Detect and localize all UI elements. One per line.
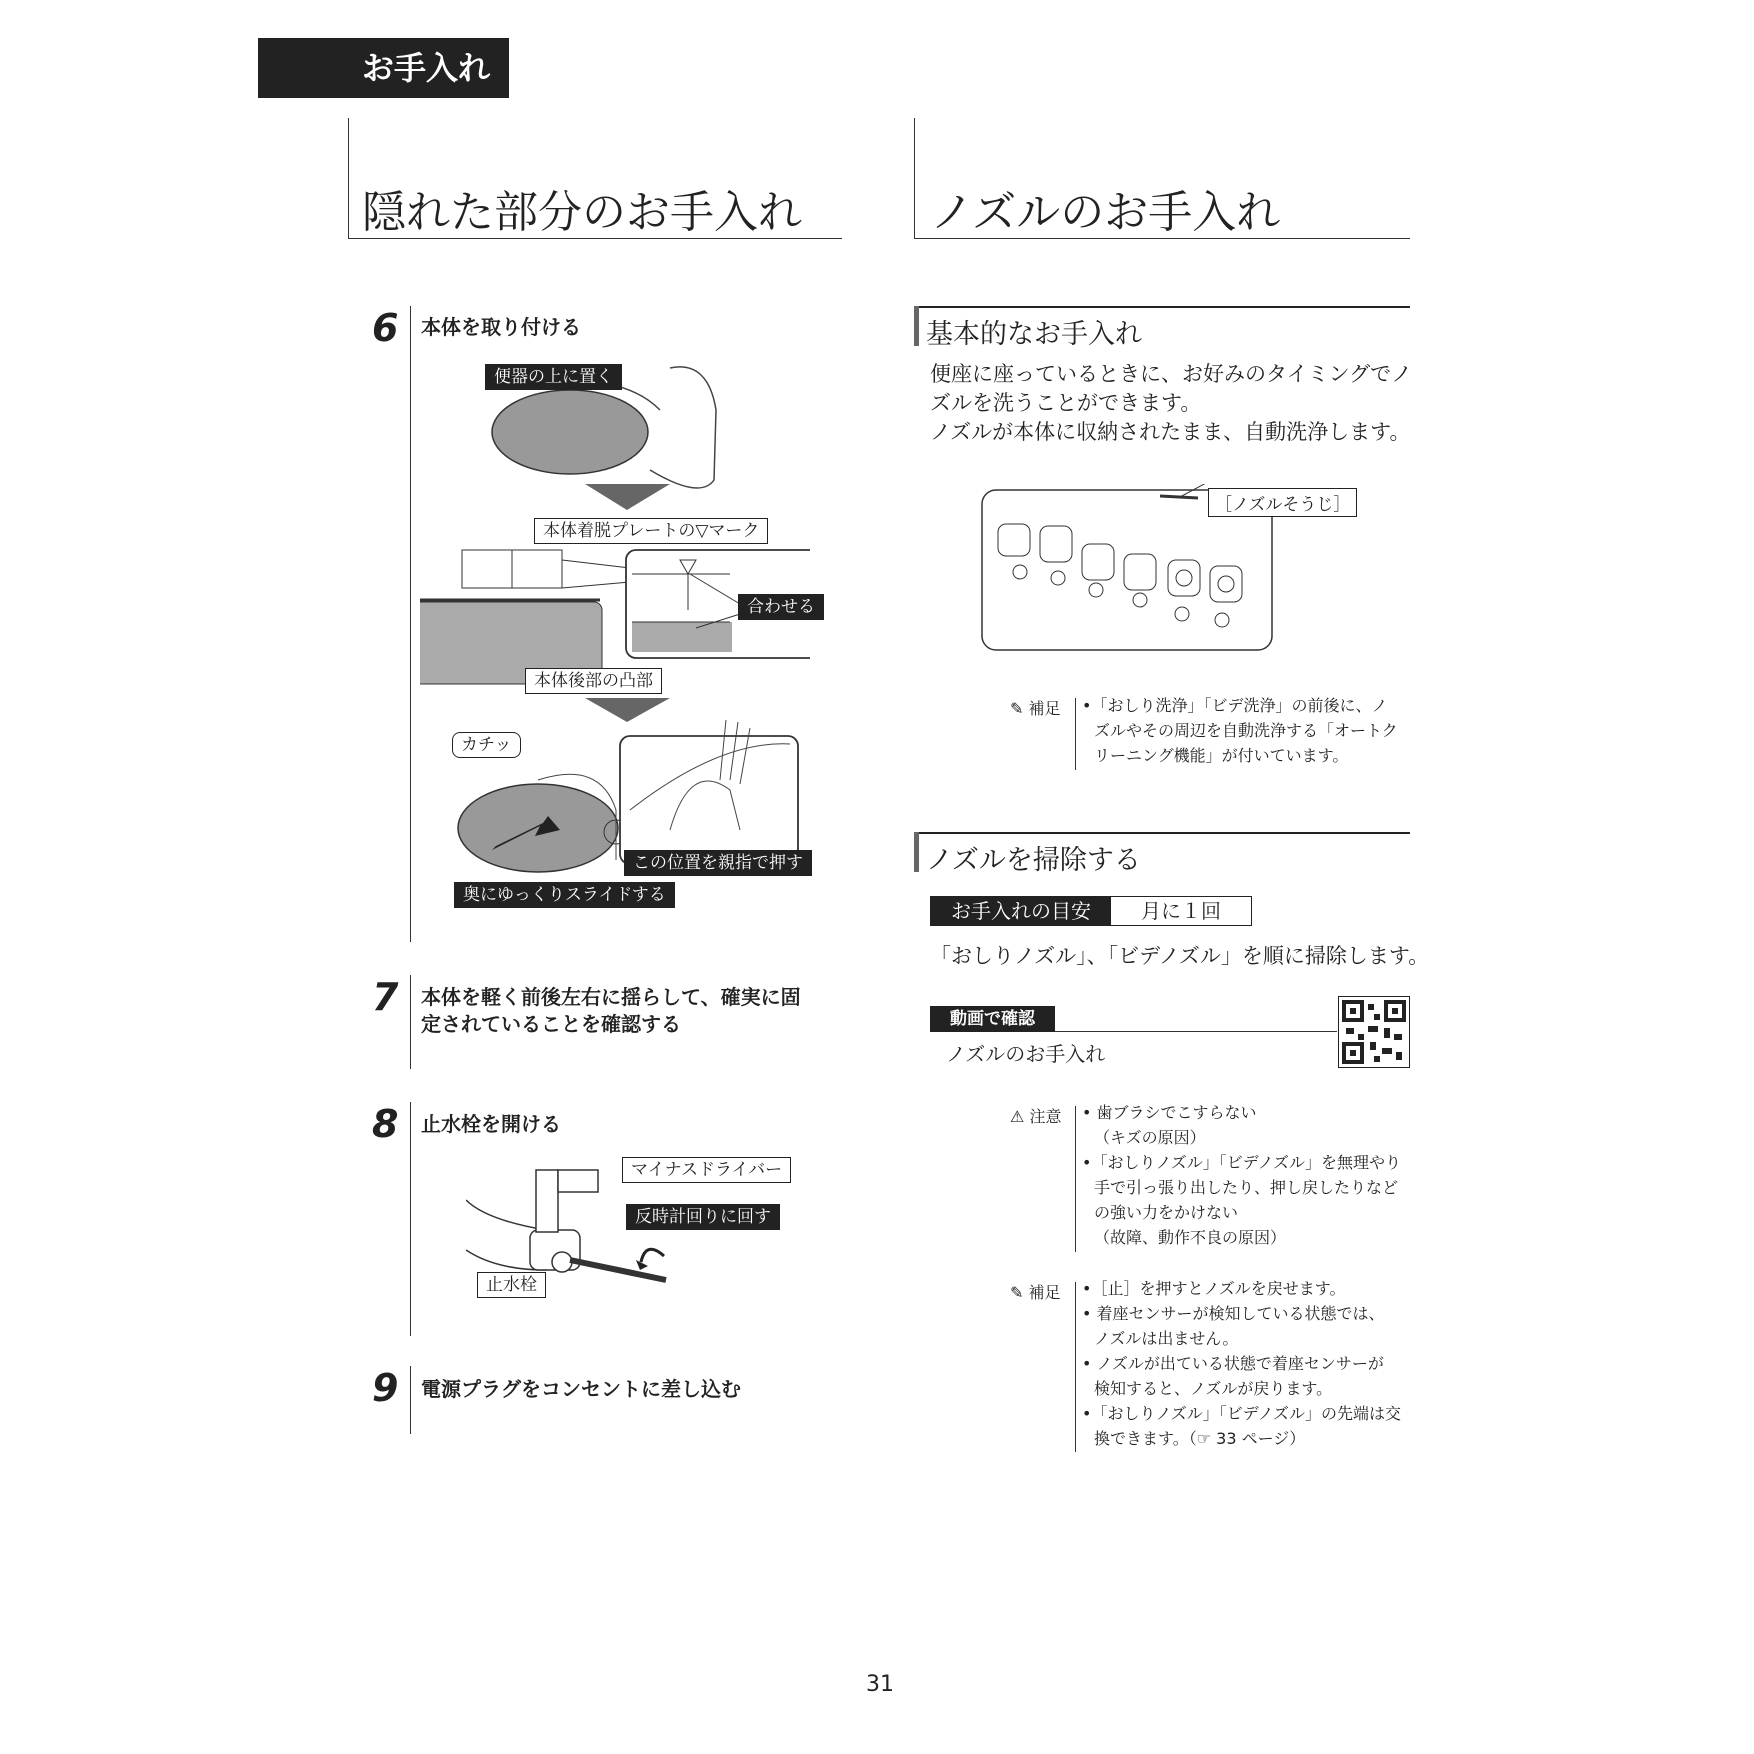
- callout-slide: 奥にゆっくりスライドする: [454, 882, 675, 908]
- body-line: 便座に座っているときに、お好みのタイミングでノ: [930, 362, 1413, 386]
- step6-illustration: [420, 360, 810, 880]
- section-tag: お手入れ: [258, 38, 509, 98]
- page-number: 31: [866, 1672, 894, 1697]
- clean-description: 「おしりノズル」、「ビデノズル」を順に掃除します。: [930, 944, 1430, 968]
- note-line: リーニング機能」が付いています。: [1094, 746, 1349, 765]
- freq-value: 月に１回: [1141, 899, 1221, 923]
- supplement-line: 換できます。（☞ 33 ページ）: [1094, 1429, 1306, 1448]
- caution-label: ⚠ 注意: [1010, 1107, 1062, 1126]
- step-text: 電源プラグをコンセントに差し込む: [421, 1377, 741, 1401]
- caution-line: （故障、動作不良の原因）: [1094, 1228, 1287, 1247]
- qr-code[interactable]: [1338, 996, 1410, 1068]
- step-text: 止水栓を開ける: [421, 1112, 561, 1136]
- pencil-icon: ✎: [1010, 699, 1024, 718]
- step-text: 本体を取り付ける: [421, 315, 581, 339]
- left-section-title: 隠れた部分のお手入れ: [362, 187, 802, 238]
- step-number: 9: [372, 1366, 399, 1410]
- subheading-basic: 基本的なお手入れ: [926, 319, 1142, 350]
- warning-icon: ⚠: [1010, 1107, 1025, 1126]
- supplement-line: •［止］を押すとノズルを戻せます。: [1082, 1279, 1346, 1298]
- caution-line: •「おしりノズル」「ビデノズル」を無理やり: [1082, 1153, 1402, 1172]
- supplement-line: •「おしりノズル」「ビデノズル」の先端は交: [1082, 1404, 1402, 1423]
- callout-align: 合わせる: [738, 594, 824, 620]
- video-title: ノズルのお手入れ: [946, 1042, 1106, 1066]
- note-line: •「おしり洗浄」「ビデ洗浄」の前後に、ノ: [1082, 696, 1388, 715]
- callout-turn: 反時計回りに回す: [626, 1204, 780, 1230]
- supplement-line: 検知すると、ノズルが戻ります。: [1094, 1379, 1333, 1398]
- supplement-line: • 着座センサーが検知している状態では、: [1082, 1304, 1385, 1323]
- step-number: 7: [372, 975, 399, 1019]
- callout-driver: マイナスドライバー: [622, 1157, 791, 1183]
- callout-nozzle-clean: ［ノズルそうじ］: [1208, 488, 1357, 517]
- supplement-line: • ノズルが出ている状態で着座センサーが: [1082, 1354, 1384, 1373]
- callout-click: カチッ: [452, 732, 521, 758]
- caution-line: （キズの原因）: [1094, 1128, 1206, 1147]
- callout-plate-mark: 本体着脱プレートの▽マーク: [534, 518, 768, 544]
- body-line: ノズルが本体に収納されたまま、自動洗浄します。: [930, 420, 1411, 444]
- supplement-line: ノズルは出ません。: [1094, 1329, 1239, 1348]
- step-number: 8: [372, 1102, 399, 1146]
- callout-place: 便器の上に置く: [485, 364, 622, 390]
- freq-label: お手入れの目安: [931, 897, 1111, 925]
- step-text: 本体を軽く前後左右に揺らして、確実に固 定されていることを確認する: [421, 985, 801, 1036]
- caution-line: の強い力をかけない: [1094, 1203, 1239, 1222]
- step-number: 6: [372, 306, 399, 350]
- callout-valve: 止水栓: [477, 1272, 546, 1298]
- video-label: 動画で確認: [930, 1006, 1055, 1032]
- supplement-label: ✎ 補足: [1010, 1283, 1061, 1302]
- subheading-clean: ノズルを掃除する: [926, 845, 1141, 876]
- body-line: ズルを洗うことができます。: [930, 391, 1202, 415]
- note-line: ズルやその周辺を自動洗浄する「オートク: [1094, 721, 1398, 740]
- caution-line: 手で引っ張り出したり、押し戻したりなど: [1094, 1178, 1399, 1197]
- callout-thumb: この位置を親指で押す: [624, 850, 812, 876]
- right-section-title: ノズルのお手入れ: [930, 187, 1281, 238]
- callout-rear: 本体後部の凸部: [525, 668, 662, 694]
- caution-line: • 歯ブラシでこすらない: [1082, 1103, 1257, 1122]
- pencil-icon: ✎: [1010, 1283, 1024, 1302]
- note-label: ✎ 補足: [1010, 699, 1061, 718]
